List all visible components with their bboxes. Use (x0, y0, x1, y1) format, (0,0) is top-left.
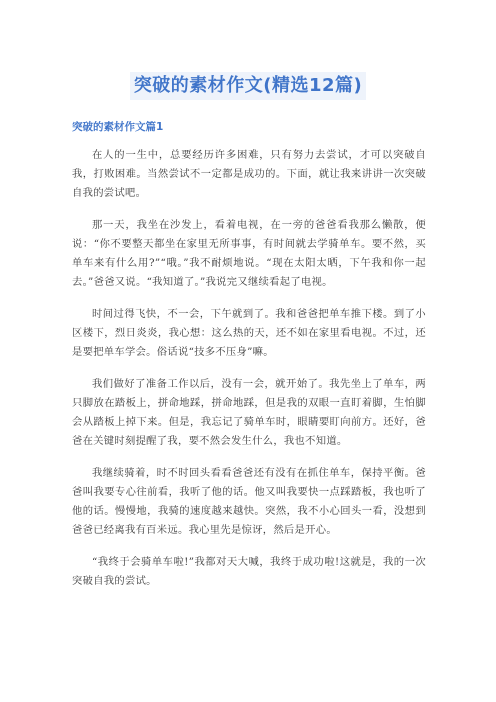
paragraph: 我继续骑着，时不时回头看看爸爸还有没有在抓住单车，保持平衡。爸爸叫我要专心往前看，我听了他的话。他又叫我要快一点踩踏板，我也听了他的话。慢慢地，我骑的速度越来越快。突然，我不小心回头一看，没想到爸爸已经离我有百米远。我心里先是惊讶，然后是开心。 (72, 467, 426, 536)
paragraph: “我终于会骑单车啦!”我都对天大喊，我终于成功啦!这就是，我的一次突破自我的尝试。 (72, 556, 426, 587)
paragraph: 我们做好了准备工作以后，没有一会，就开始了。我先坐上了单车，两只脚放在踏板上，拼命地踩，拼命地踩，但是我的双眼一直盯着脚，生怕脚会从踏板上掉下来。但是，我忘记了骑单车时，眼睛要盯向前方。还好，爸爸在关键时刻提醒了我，要不然会发生什么，我也不知道。 (72, 378, 426, 447)
title-container (0, 72, 496, 100)
document-title: 突破的素材作文(精选12篇) (130, 72, 367, 100)
section-heading: 突破的素材作文篇1 (72, 121, 164, 133)
paragraph: 那一天，我坐在沙发上，看着电视，在一旁的爸爸看我那么懒散，便说：“你不要整天都坐在家里无所事事，有时间就去学骑单车。要不然，买单车来有什么用?”“哦。”我不耐烦地说。“现在太阳太晒，下午我和你一起去。”爸爸又说。“我知道了。”我说完又继续看起了电视。 (72, 219, 426, 288)
article-body (72, 146, 426, 604)
paragraph: 时间过得飞快，不一会，下午就到了。我和爸爸把单车推下楼。到了小区楼下，烈日炎炎，我心想：这么热的天，还不如在家里看电视。不过，还是要把单车学会。俗话说“技多不压身”嘛。 (72, 308, 426, 358)
paragraph: 在人的一生中，总要经历许多困难，只有努力去尝试，才可以突破自我，打败困难。当然尝试不一定都是成功的。下面，就让我来讲讲一次突破自我的尝试吧。 (72, 149, 426, 199)
